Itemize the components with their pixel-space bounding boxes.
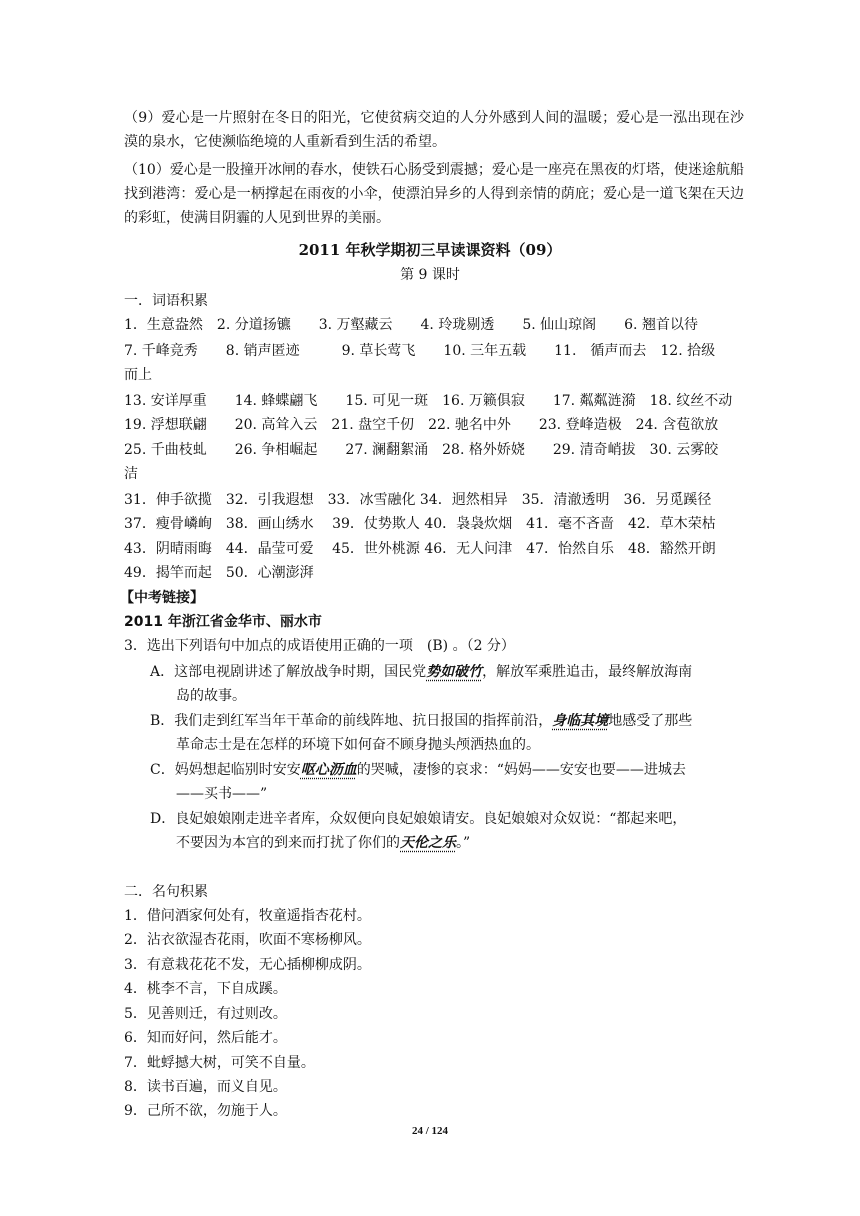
option-c-text-cont: 的哭喊，凄惨的哀求：“妈妈——安安也要——进城去 xyxy=(356,762,686,778)
option-b-line2: 革命志士是在怎样的环境下如何奋不顾身抛头颅洒热血的。 xyxy=(176,737,540,753)
intro-paragraph-9: （9）爱心是一片照射在冬日的阳光，它使贫病交迫的人分外感到人间的温暖；爱心是一泓出现在沙漠的泉水，它使濒临绝境的人重新看到生活的希望。 xyxy=(124,110,744,150)
intro-paragraph-10: （10）爱心是一股撞开冰闸的春水，使铁石心肠受到震撼；爱心是一座亮在黑夜的灯塔，使迷途航船找到港湾：爱心是一柄撑起在雨夜的小伞，使漂泊异乡的人得到亲情的荫庇；爱心是一道飞架在天边的彩虹，使满目阴霾的人见到世界的美丽。 xyxy=(124,162,744,226)
option-c-text: C．妈妈想起临别时安安 xyxy=(150,762,301,778)
page-title: 2011 年秋学期初三早读课资料（09） xyxy=(298,241,562,259)
quote-item: 5．见善则迁，有过则改。 xyxy=(124,1006,287,1022)
vocab-line: 25. 千曲枝虬 26. 争相崛起 27. 澜翻絮涌 28. 格外娇娆 29. 清奇峭拔 30. 云雾皎 xyxy=(124,442,719,458)
option-a-text-cont: ，解放军乘胜追击，最终解放海南 xyxy=(482,664,693,680)
page-number: 24 / 124 xyxy=(411,1125,449,1137)
quote-item: 4．桃李不言，下自成蹊。 xyxy=(124,981,287,997)
page-subtitle: 第 9 课时 xyxy=(400,267,460,283)
vocab-line: 43．阴晴雨晦 44．晶莹可爱 45．世外桃源 46．无人问津 47．怡然自乐 48．豁然开朗 xyxy=(124,541,716,557)
vocab-line: 1．生意盎然 2. 分道扬镳 3. 万壑藏云 4. 玲珑剔透 5. 仙山琼阁 6. 翘首以待 xyxy=(124,317,698,333)
quote-item: 2．沾衣欲湿杏花雨，吹面不寒杨柳风。 xyxy=(124,932,371,948)
quote-item: 9．己所不欲，勿施于人。 xyxy=(124,1103,287,1119)
option-d-text-cont: 。” xyxy=(456,835,471,851)
option-d-line1: D．良妃娘娘刚走进辛者库，众奴便向良妃娘娘请安。良妃娘娘对众奴说：“都起来吧， xyxy=(150,811,687,827)
section-heading-vocabulary: 一．词语积累 xyxy=(124,293,208,309)
option-b-line1 xyxy=(150,709,692,733)
vocab-line: 而上 xyxy=(124,367,152,383)
option-a-line2: 岛的故事。 xyxy=(176,688,246,704)
quote-item: 7．蚍蜉撼大树，可笑不自量。 xyxy=(124,1055,315,1071)
vocab-line: 19. 浮想联翩 20. 高耸入云 21. 盘空千仞 22. 驰名中外 23. 登峰造极 24. 含苞欲放 xyxy=(124,417,719,433)
option-a-line1 xyxy=(150,660,692,684)
vocab-line: 37．瘦骨嶙峋 38．画山绣水 39．仗势欺人 40．袅袅炊烟 41．毫不吝啬 42．草木荣枯 xyxy=(124,516,716,532)
quote-item: 3．有意栽花花不发，无心插柳柳成阴。 xyxy=(124,957,371,973)
option-d-idiom: 天伦之乐 xyxy=(400,835,456,851)
vocab-line: 洁 xyxy=(124,466,138,482)
quote-item: 8．读书百遍，而义自见。 xyxy=(124,1079,287,1095)
option-a-text: A．这部电视剧讲述了解放战争时期，国民党 xyxy=(150,664,427,680)
quote-item: 1．借问酒家何处有，牧童遥指杏花村。 xyxy=(124,908,371,924)
option-b-text: B．我们走到红军当年干革命的前线阵地、抗日报国的指挥前沿， xyxy=(150,713,553,729)
option-c-line2: ——买书——” xyxy=(176,786,268,802)
option-d-text: 不要因为本宫的到来而打扰了你们的 xyxy=(176,835,400,851)
vocab-line: 49．揭竿而起 50．心潮澎湃 xyxy=(124,565,314,581)
section-heading-quotes: 二．名句积累 xyxy=(124,884,208,900)
option-b-text-cont: 地感受了那些 xyxy=(608,713,693,729)
exam-link-heading: 【中考链接】 xyxy=(120,590,204,606)
option-a-idiom: 势如破竹 xyxy=(426,664,483,680)
option-b-idiom: 身临其境 xyxy=(552,713,609,729)
vocab-line: 13. 安详厚重 14. 蜂蝶翩飞 15. 可见一斑 16. 万籁俱寂 17. 粼粼涟漪 18. 纹丝不动 xyxy=(124,393,733,409)
quote-item: 6．知而好问，然后能才。 xyxy=(124,1030,287,1046)
exam-source: 2011 年浙江省金华市、丽水市 xyxy=(124,614,322,630)
vocab-line: 31．伸手欲揽 32．引我遐想 33．冰雪融化 34．迥然相异 35．清澈透明 36．另觅蹊径 xyxy=(124,492,712,508)
option-c-idiom: 呕心沥血 xyxy=(300,762,357,778)
option-c-line1 xyxy=(150,758,686,782)
vocab-line: 7. 千峰竞秀 8. 销声匿迹 9. 草长莺飞 10. 三年五载 11. 循声而去 12. 拾级 xyxy=(124,343,716,359)
option-d-line2 xyxy=(176,831,470,855)
question-stem: 3．选出下列语句中加点的成语使用正确的一项 (B) 。（2 分） xyxy=(124,638,515,654)
